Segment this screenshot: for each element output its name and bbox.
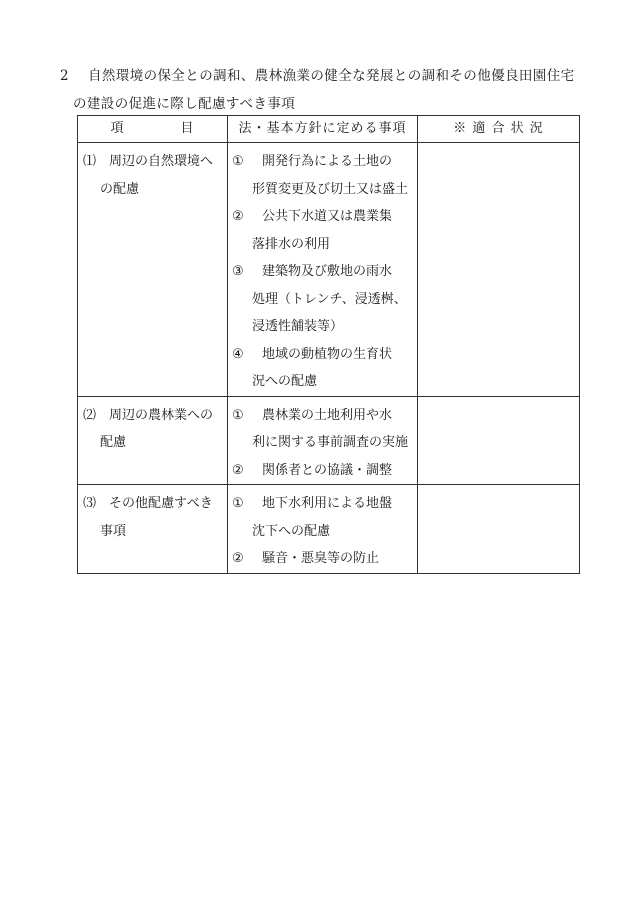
list-item: ③ 建築物及び敷地の雨水 処理（トレンチ、浸透桝、浸透性舗装等） bbox=[232, 264, 407, 334]
table-row bbox=[78, 485, 580, 574]
law-cell bbox=[228, 485, 418, 574]
section-number: 2 bbox=[60, 68, 69, 84]
item-text-cont: 事項 bbox=[100, 523, 127, 539]
table-row bbox=[78, 396, 580, 485]
item-cell bbox=[78, 143, 228, 397]
item-cell bbox=[78, 396, 228, 485]
status-cell[interactable] bbox=[418, 143, 580, 397]
header-item: 項 目 bbox=[78, 116, 228, 143]
item-text: 周辺の自然環境へ bbox=[109, 154, 214, 169]
header-status: ※ 適 合 状 況 bbox=[418, 116, 580, 143]
status-cell[interactable] bbox=[418, 485, 580, 574]
list-item: ② 関係者との協議・調整 bbox=[232, 462, 393, 478]
item-text: その他配慮すべき bbox=[109, 496, 213, 511]
list-item: ① 開発行為による土地の 形質変更及び切土又は盛土 bbox=[232, 154, 409, 197]
item-text: 周辺の農林業への bbox=[109, 407, 214, 423]
item-text-cont: の配慮 bbox=[100, 181, 140, 197]
law-cell bbox=[228, 396, 418, 485]
heading-line-1: 自然環境の保全との調和、農林漁業の健全な発展との調和その他優良田園住宅 bbox=[88, 68, 575, 84]
heading-line-2: の建設の促進に際し配慮すべき事項 bbox=[73, 96, 296, 112]
list-item: ② 騒音・悪臭等の防止 bbox=[232, 551, 380, 566]
item-text-cont: 配慮 bbox=[100, 435, 127, 450]
item-cell bbox=[78, 485, 228, 574]
item-marker: ⑵ bbox=[83, 407, 97, 423]
law-cell bbox=[228, 143, 418, 397]
list-item: ① 農林業の土地利用や水 利に関する事前調査の実施 bbox=[232, 407, 409, 450]
header-law: 法・基本方針に定める事項 bbox=[228, 116, 418, 143]
list-item: ② 公共下水道又は農業集 落排水の利用 bbox=[232, 209, 393, 252]
considerations-table bbox=[77, 115, 580, 574]
list-item: ④ 地域の動植物の生育状 況への配慮 bbox=[232, 346, 393, 389]
item-marker: ⑶ bbox=[83, 496, 97, 511]
table-row bbox=[78, 143, 580, 397]
section-heading bbox=[60, 62, 590, 118]
status-cell[interactable] bbox=[418, 396, 580, 485]
table-header-row bbox=[78, 116, 580, 143]
item-marker: ⑴ bbox=[83, 154, 97, 169]
list-item: ① 地下水利用による地盤 沈下への配慮 bbox=[232, 496, 393, 539]
